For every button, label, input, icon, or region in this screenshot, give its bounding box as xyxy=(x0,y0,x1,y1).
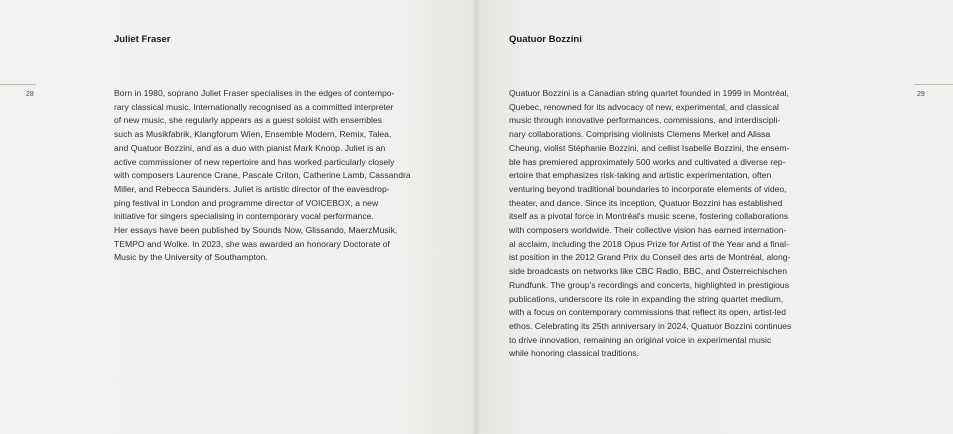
body-line: and Quatuor Bozzini, and as a duo with pianist Mark Knoop. Juliet is an xyxy=(114,142,386,153)
body-line: publications, underscore its role in expanding the string quartet medium, xyxy=(509,293,784,304)
body-line: active commissioner of new repertoire and has worked particularly closely xyxy=(114,156,395,167)
body-line: Born in 1980, soprano Juliet Fraser specialises in the edges of contempo- xyxy=(114,88,395,98)
book-gutter xyxy=(472,0,480,434)
body-line: nary collaborations. Comprising violinists Clemens Merkel and Alissa xyxy=(509,129,771,140)
body-line: ist position in the 2012 Grand Prix du Conseil des arts de Montréal, along- xyxy=(509,252,791,263)
body-line: side broadcasts on networks like CBC Radio, BBC, and Österreichischen xyxy=(509,266,787,277)
body-line: music through innovative performances, commissions, and interdiscipli- xyxy=(509,115,781,126)
body-line: ethos. Celebrating its 25th anniversary in 2024, Quatuor Bozzini continues xyxy=(509,320,792,331)
right-page xyxy=(476,0,953,434)
body-line: ping festival in London and programme director of VOICEBOX, a new xyxy=(114,197,379,208)
body-line: Miller, and Rebecca Saunders. Juliet is artistic director of the eavesdrop- xyxy=(114,183,390,194)
left-page xyxy=(0,0,476,434)
body-line: with a focus on contemporary commissions that reflect its open, artist-led xyxy=(509,307,787,318)
body-line: initiative for singers specialising in contemporary vocal performance. xyxy=(114,211,374,222)
body-line: venturing beyond traditional boundaries to incorporate elements of video, xyxy=(509,183,787,194)
body-line: Quebec, renowned for its advocacy of new, experimental, and classical xyxy=(509,101,779,112)
body-line: Cheung, violist Stéphanie Bozzini, and cellist Isabelle Bozzini, the ensem- xyxy=(509,142,790,153)
body-line: TEMPO and Wolke. In 2023, she was awarded an honorary Doctorate of xyxy=(114,238,390,249)
left-page-number: 28 xyxy=(26,91,34,98)
body-line: Her essays have been published by Sounds Now, Glissando, MaerzMusik, xyxy=(114,225,398,236)
body-line: to drive innovation, remaining an original voice in experimental music xyxy=(509,334,772,345)
body-line: Rundfunk. The group's recordings and concerts, highlighted in prestigious xyxy=(509,279,789,290)
body-line: such as Musikfabrik, Klangforum Wien, Ensemble Modern, Remix, Talea, xyxy=(114,129,392,140)
body-line: al acclaim, including the 2018 Opus Prize for Artist of the Year and a final- xyxy=(509,238,789,249)
body-line: Quatuor Bozzini is a Canadian string quartet founded in 1999 in Montréal, xyxy=(509,88,789,98)
right-page-number: 29 xyxy=(917,91,925,98)
body-line: ble has premiered approximately 500 works and cultivated a diverse rep- xyxy=(509,156,786,167)
right-page-body xyxy=(509,87,791,361)
body-line: rary classical music. Internationally recognised as a committed interpreter xyxy=(114,101,394,112)
body-line: while honoring classical traditions. xyxy=(509,348,639,359)
right-page-heading: Quatuor Bozzini xyxy=(509,34,582,45)
right-margin-rule xyxy=(914,84,953,85)
body-line: ertoire that emphasizes risk-taking and artistic experimentation, often xyxy=(509,170,772,181)
left-margin-rule xyxy=(0,84,36,85)
left-page-heading: Juliet Fraser xyxy=(114,34,171,45)
body-line: with composers Laurence Crane, Pascale Criton, Catherine Lamb, Cassandra xyxy=(114,170,411,181)
body-line: theater, and dance. Since its inception, Quatuor Bozzini has established xyxy=(509,197,783,208)
body-line: itself as a pivotal force in Montréal's music scene, fostering collaborations xyxy=(509,211,789,222)
body-line: Music by the University of Southampton. xyxy=(114,252,268,263)
body-line: with composers worldwide. Their collective vision has earned internation- xyxy=(509,225,787,236)
left-page-body xyxy=(114,87,411,265)
body-line: of new music, she regularly appears as a guest soloist with ensembles xyxy=(114,115,382,126)
